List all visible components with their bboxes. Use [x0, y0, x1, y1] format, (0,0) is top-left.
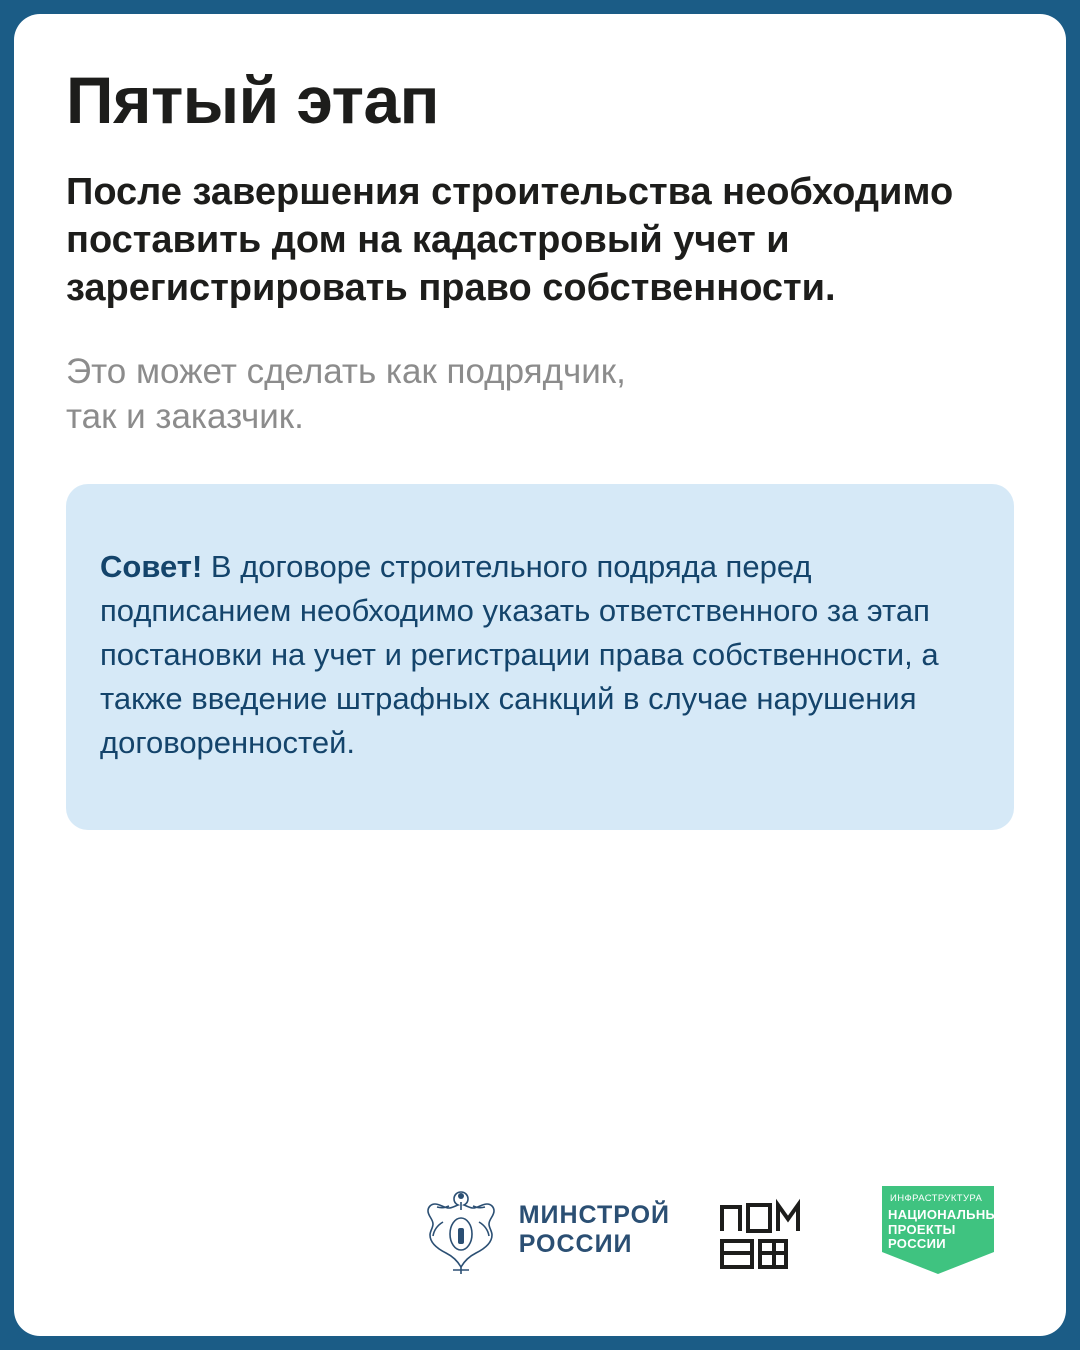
- subtitle-line-1: Это может сделать как подрядчик,: [66, 351, 626, 391]
- page-title: Пятый этап: [66, 63, 440, 137]
- lead-paragraph: После завершения строительства необходимо поставить дом на кадастровый учет и зарегистрировать право собственности.: [66, 171, 954, 310]
- national-projects-logo: [866, 1182, 1008, 1278]
- spacer: [66, 830, 1014, 1182]
- tip-text: [100, 545, 980, 765]
- minstroy-logo: [419, 1182, 670, 1278]
- footer-logos: [66, 1182, 1014, 1336]
- minstroy-line-2: РОССИИ: [518, 1230, 633, 1258]
- subtitle-block: [66, 349, 966, 440]
- tip-body: В договоре строительного подряда перед подписанием необходимо указать ответственного за этап постановки на учет и регистрации права собственности, а также введение штрафных санкций в случае нарушения договоренностей.: [100, 548, 939, 760]
- np-main-label: НАЦИОНАЛЬНЫЕ ПРОЕКТЫ РОССИИ: [888, 1207, 1008, 1252]
- domrf-logo-icon: [716, 1187, 820, 1273]
- np-top-label: ИНФРАСТРУКТУРА: [890, 1193, 983, 1204]
- minstroy-wordmark: [519, 1201, 670, 1260]
- tip-callout: [66, 484, 1014, 830]
- subtitle-line-2: так и заказчик.: [66, 397, 304, 437]
- double-headed-eagle-icon: [419, 1182, 503, 1278]
- tip-label: Совет!: [100, 548, 203, 584]
- content-card: [14, 14, 1066, 1336]
- minstroy-line-1: МИНСТРОЙ: [518, 1200, 670, 1229]
